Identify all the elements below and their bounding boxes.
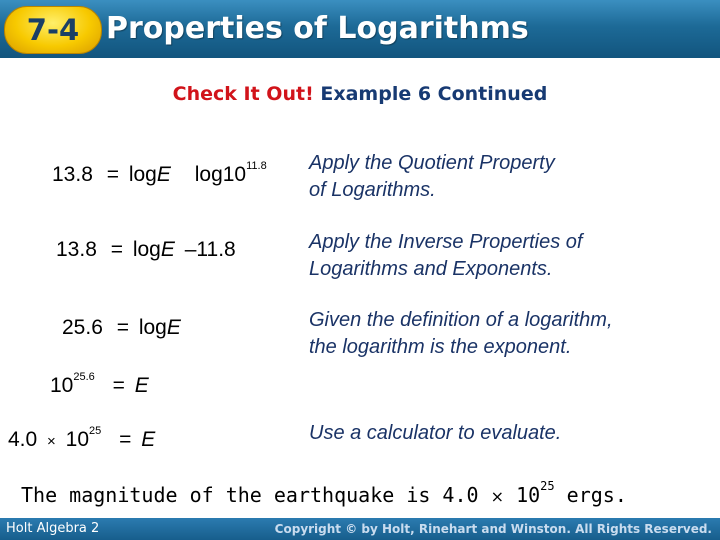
slide-subtitle (0, 83, 720, 105)
step-2-note (309, 229, 709, 283)
note-line: Use a calculator to evaluate. (309, 422, 562, 444)
step-4-math (50, 371, 149, 398)
math-base: 10 (50, 374, 74, 397)
note-line: of Logarithms. (309, 179, 436, 201)
step-3-math (62, 316, 181, 340)
math-times: × (47, 433, 56, 450)
step-5-note (309, 420, 709, 447)
math-equals: = (112, 374, 125, 397)
conclusion-times: × (490, 487, 505, 506)
math-variable: E (156, 163, 171, 186)
math-log: log (132, 238, 161, 261)
lesson-title: Properties of Logarithms (106, 11, 529, 46)
example-label: Example 6 Continued (320, 83, 548, 105)
note-line: Apply the Inverse Properties of (309, 231, 583, 253)
math-log10: log10 (194, 163, 247, 186)
step-1-note (309, 150, 709, 204)
math-variable: E (166, 316, 181, 339)
math-number: 25.6 (62, 316, 103, 339)
conclusion-exponent: 25 (540, 479, 555, 493)
math-number: 4.0 (8, 428, 38, 451)
math-number: 13.8 (56, 238, 97, 261)
math-exponent: 25 (89, 425, 102, 437)
note-line: the logarithm is the exponent. (309, 336, 572, 358)
math-log: log (138, 316, 167, 339)
step-1-math (52, 160, 267, 187)
math-equals: = (106, 163, 119, 186)
math-variable: E (160, 238, 175, 261)
conclusion-base: 10 (516, 483, 541, 507)
footer-course: Holt Algebra 2 (6, 521, 100, 536)
step-2-math (56, 238, 236, 262)
math-variable: E (134, 374, 149, 397)
lesson-badge (4, 6, 102, 54)
conclusion-sentence (21, 479, 627, 507)
math-log: log (128, 163, 157, 186)
step-5-math (8, 425, 155, 452)
math-variable: E (141, 428, 156, 451)
math-exponent: 25.6 (73, 371, 95, 383)
step-3-note (309, 307, 709, 361)
note-line: Apply the Quotient Property (309, 152, 555, 174)
note-line: Given the definition of a logarithm, (309, 309, 613, 331)
math-equals: = (119, 428, 132, 451)
footer-copyright: Copyright © by Holt, Rinehart and Winston. All Rights Reserved. (274, 522, 712, 536)
header-band (0, 0, 720, 58)
math-equals: = (110, 238, 123, 261)
conclusion-text: The magnitude of the earthquake is 4.0 (21, 483, 479, 507)
math-constant: –11.8 (184, 238, 236, 261)
lesson-number: 7-4 (26, 13, 80, 47)
math-exponent: 11.8 (246, 160, 267, 172)
check-it-out-label: Check It Out! (172, 83, 314, 105)
math-number: 13.8 (52, 163, 93, 186)
math-equals: = (116, 316, 129, 339)
note-line: Logarithms and Exponents. (309, 258, 553, 280)
conclusion-unit: ergs. (566, 483, 627, 507)
footer-band (0, 518, 720, 540)
math-base: 10 (65, 428, 90, 451)
